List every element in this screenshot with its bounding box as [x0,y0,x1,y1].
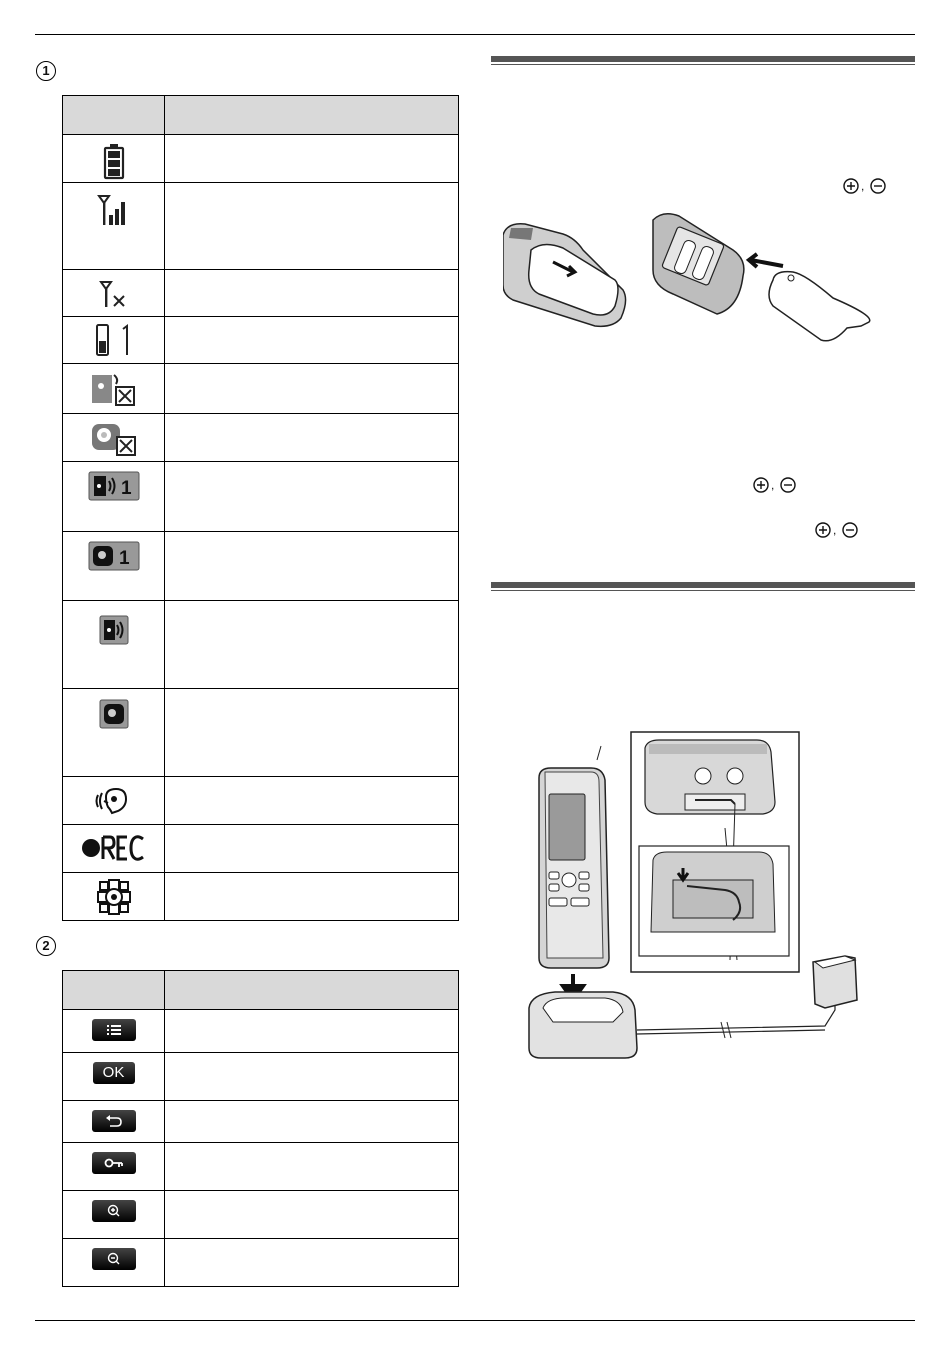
table-row [63,532,459,601]
table-header-icon [63,971,165,1010]
status-icons-table [62,95,459,921]
table-row [63,1053,459,1101]
door-station-icon [99,615,129,645]
screen-buttons-table [62,970,459,1287]
polarity-icons-2 [752,476,800,494]
table-row [63,183,459,270]
table-row [63,1143,459,1191]
no-signal-icon [99,279,129,309]
battery-icon [102,142,126,182]
table-row [63,1239,459,1287]
camera-out-of-range-icon [89,419,139,457]
table-row [63,777,459,825]
table-header-icon [63,96,165,135]
battery-cover-removal-illustration [503,210,888,350]
svg-text:1: 1 [120,478,132,499]
door-station-out-of-range-icon [89,369,139,409]
svg-text:,: , [771,478,775,492]
camera-icon [99,699,129,729]
table-row [63,1191,459,1239]
page-bottom-rule [35,1320,915,1321]
ok-button-icon [93,1062,135,1084]
table-row [63,414,459,462]
ok-button-label: OK [102,1064,125,1081]
section-bar-battery-thin [491,64,915,65]
handset-number-icon [93,323,135,359]
table-row [63,1101,459,1143]
page-top-rule [35,34,915,35]
svg-text:1: 1 [118,548,130,569]
polarity-icons-3 [814,521,862,539]
table-row [63,689,459,777]
section-bar-charger [491,582,915,588]
rec-icon [81,833,147,863]
table-header-meaning [165,971,459,1010]
table-row [63,462,459,532]
table-row [63,270,459,317]
signal-strength-icon [97,193,131,227]
table-row [63,135,459,183]
section-bar-battery [491,56,915,62]
table-row [63,825,459,873]
charger-connection-illustration [525,730,905,1065]
svg-text:,: , [833,523,837,537]
zoom-out-button-icon [92,1248,136,1270]
zoom-in-button-icon [92,1200,136,1222]
table-row [63,601,459,689]
menu-button-icon [92,1019,136,1041]
talk-voice-icon [94,785,134,817]
table-header-meaning [165,96,459,135]
key-button-icon [92,1152,136,1174]
marker-1: 1 [36,61,56,81]
table-row [63,1010,459,1053]
section-bar-charger-thin [491,590,915,591]
camera-monitor-icon [88,541,140,571]
table-row [63,317,459,364]
polarity-icons-1 [842,177,890,195]
svg-text:,: , [861,179,865,193]
door-station-talk-icon [88,471,140,501]
table-row [63,364,459,414]
marker-2: 2 [36,936,56,956]
settings-icon [97,879,131,915]
back-button-icon [92,1110,136,1132]
table-row [63,873,459,921]
